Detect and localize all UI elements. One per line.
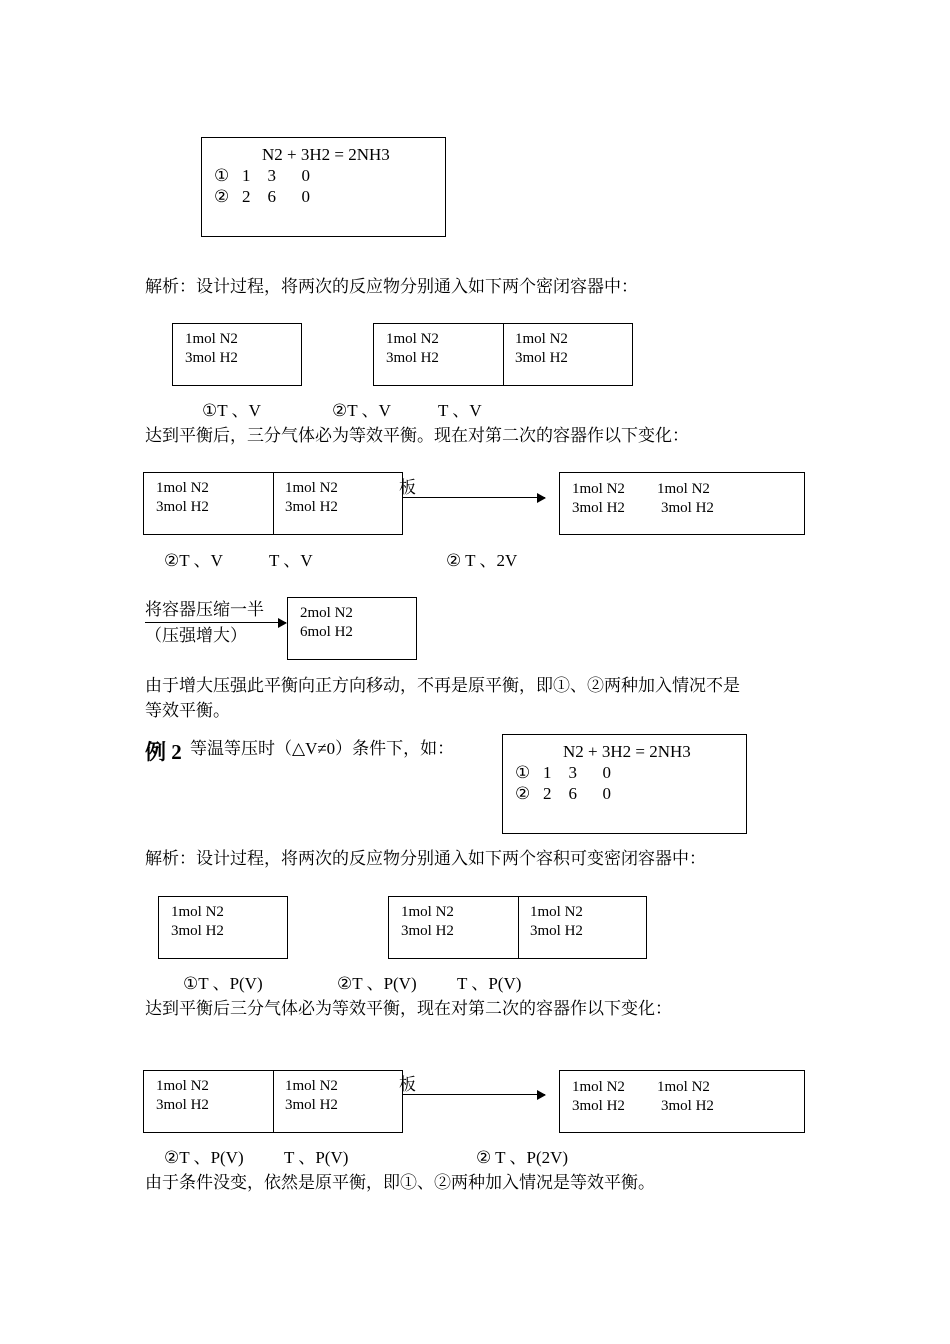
container-line-h2: 3mol H2 — [386, 350, 439, 366]
equation-text: N2 + 3H2 = 2NH3 — [563, 742, 691, 761]
condition-label: ② T 、2V — [446, 551, 518, 570]
condition-label: T 、P(V) — [284, 1148, 349, 1167]
condition-label: ①T 、V — [202, 401, 261, 420]
condition-label: T 、P(V) — [457, 974, 522, 993]
container-line-h2: 3mol H2 — [572, 1098, 625, 1114]
container-line-h2: 3mol H2 — [185, 350, 238, 366]
arrow-right — [145, 622, 286, 623]
container-line-n2: 1mol N2 — [657, 481, 710, 497]
container-line-n2: 1mol N2 — [156, 1078, 209, 1094]
analysis-text-1: 解析：设计过程，将两次的反应物分别通入如下两个密闭容器中： — [145, 277, 638, 296]
condition-label: ②T 、P(V) — [337, 974, 417, 993]
conclusion-text-2: 由于条件没变，依然是原平衡，即①、②两种加入情况是等效平衡。 — [145, 1173, 655, 1192]
container-double-2 — [388, 896, 647, 959]
compress-label-sub: （压强增大） — [145, 626, 247, 645]
container-line-n2: 1mol N2 — [530, 904, 583, 920]
container-before-1 — [143, 472, 403, 535]
container-line-n2: 1mol N2 — [572, 1079, 625, 1095]
container-line-h2: 3mol H2 — [285, 499, 338, 515]
arrow-right — [403, 497, 545, 498]
example-heading: 例 2 — [145, 740, 182, 764]
container-line-n2: 1mol N2 — [657, 1079, 710, 1095]
container-single-1 — [172, 323, 302, 386]
after-equilibrium-text-2: 达到平衡后三分气体必为等效平衡，现在对第二次的容器作以下变化： — [145, 999, 672, 1018]
arrow-right — [403, 1094, 545, 1095]
equation-box-2 — [502, 734, 747, 834]
after-equilibrium-text-1: 达到平衡后，三分气体必为等效平衡。现在对第二次的容器作以下变化： — [145, 426, 689, 445]
conclusion-text-1: 由于增大压强此平衡向正方向移动，不再是原平衡，即①、②两种加入情况不是 — [145, 676, 740, 695]
container-line-n2: 1mol N2 — [515, 331, 568, 347]
container-line-n2: 1mol N2 — [401, 904, 454, 920]
container-line-n2: 2mol N2 — [300, 605, 353, 621]
container-line-n2: 1mol N2 — [185, 331, 238, 347]
container-line-n2: 1mol N2 — [156, 480, 209, 496]
equation-row-2: ② 2 6 0 — [515, 784, 611, 803]
container-after-2 — [559, 1070, 805, 1133]
container-line-h2: 3mol H2 — [661, 500, 714, 516]
partition-glyph: 板 — [399, 478, 416, 497]
partition-glyph: 板 — [399, 1075, 416, 1094]
container-line-h2: 3mol H2 — [530, 923, 583, 939]
container-line-h2: 3mol H2 — [171, 923, 224, 939]
example-condition: 等温等压时（△V≠0）条件下，如： — [190, 739, 455, 758]
container-line-h2: 3mol H2 — [572, 500, 625, 516]
analysis-text-2: 解析：设计过程，将两次的反应物分别通入如下两个容积可变密闭容器中： — [145, 849, 706, 868]
container-line-n2: 1mol N2 — [285, 1078, 338, 1094]
compress-label: 将容器压缩一半 — [145, 600, 264, 619]
condition-label: ② T 、P(2V) — [476, 1148, 569, 1167]
container-double-1 — [373, 323, 633, 386]
container-after-1 — [559, 472, 805, 535]
container-line-h2: 3mol H2 — [661, 1098, 714, 1114]
condition-label: T 、V — [438, 401, 482, 420]
container-line-n2: 1mol N2 — [285, 480, 338, 496]
condition-label: T 、V — [269, 551, 313, 570]
equation-text: N2 + 3H2 = 2NH3 — [262, 145, 390, 164]
container-line-h2: 3mol H2 — [515, 350, 568, 366]
container-line-n2: 1mol N2 — [572, 481, 625, 497]
conclusion-text-1b: 等效平衡。 — [145, 701, 230, 720]
equation-row-1: ① 1 3 0 — [515, 763, 611, 782]
equation-row-2: ② 2 6 0 — [214, 187, 310, 206]
container-line-n2: 1mol N2 — [171, 904, 224, 920]
condition-label: ②T 、V — [164, 551, 223, 570]
condition-label: ②T 、V — [332, 401, 391, 420]
container-compressed — [287, 597, 417, 660]
container-line-h2: 3mol H2 — [285, 1097, 338, 1113]
container-before-2 — [143, 1070, 403, 1133]
equation-box-1 — [201, 137, 446, 237]
container-line-n2: 1mol N2 — [386, 331, 439, 347]
condition-label: ②T 、P(V) — [164, 1148, 244, 1167]
container-single-2 — [158, 896, 288, 959]
container-line-h2: 3mol H2 — [156, 499, 209, 515]
container-line-h2: 3mol H2 — [401, 923, 454, 939]
condition-label: ①T 、P(V) — [183, 974, 263, 993]
equation-row-1: ① 1 3 0 — [214, 166, 310, 185]
container-line-h2: 6mol H2 — [300, 624, 353, 640]
container-line-h2: 3mol H2 — [156, 1097, 209, 1113]
